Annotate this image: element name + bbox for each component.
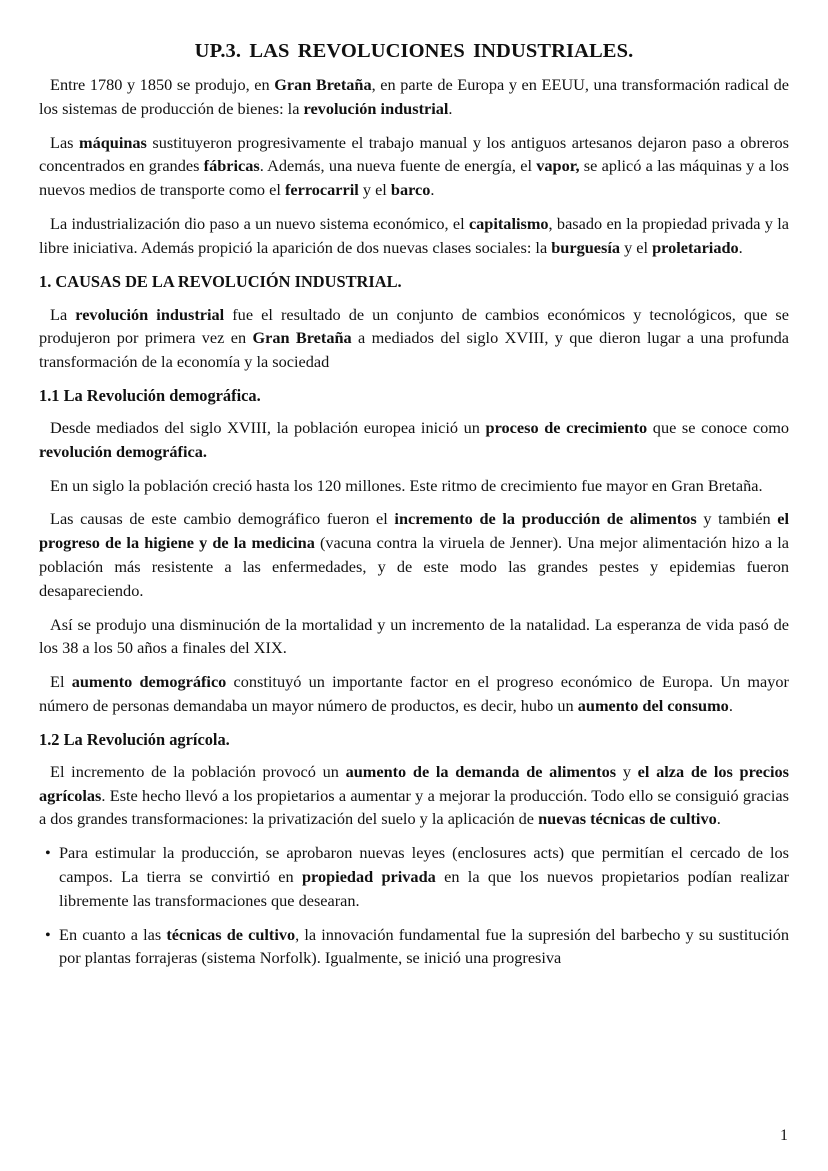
- bold-term: revolución industrial: [75, 304, 225, 324]
- subsection-paragraph: [39, 474, 789, 498]
- bold-term: proletariado: [652, 237, 739, 257]
- text-run: La industrialización dio paso a un nuevo sistema económico, el: [50, 213, 469, 233]
- intro-paragraph: [39, 73, 789, 121]
- subsection-paragraph: [39, 760, 789, 831]
- bold-term: aumento del consumo: [577, 695, 729, 715]
- bold-term: el alza de los precios agrícolas: [39, 761, 789, 805]
- document-page: [39, 40, 789, 980]
- subsection-heading: 1.2 La Revolución agrícola.: [39, 729, 230, 749]
- text-run: sustituyeron progresivamente el trabajo manual y los antiguos artesanos dejaron paso a obreros concentrados en grandes: [39, 132, 789, 176]
- text-run: La: [50, 304, 76, 324]
- text-run: . Además, una nueva fuente de energía, el: [259, 156, 537, 176]
- text-run: .: [430, 180, 435, 200]
- text-run: se aplicó a las máquinas y a los nuevos medios de transporte como el: [39, 156, 789, 200]
- text-run: , la innovación fundamental fue la supresión del barbecho y su sustitución por plantas forrajeras (sistema Norfolk). Igualmente, se inició una progresiva: [59, 924, 789, 968]
- text-run: Las causas de este cambio demográfico fueron el: [50, 509, 395, 529]
- bold-term: barco: [390, 180, 431, 200]
- text-run: Para estimular la producción, se aprobaron nuevas leyes (enclosures acts) que permitían el cercado de los campos. La tierra se convirtió en: [59, 843, 789, 886]
- text-run: fue el resultado de un conjunto de cambios económicos y tecnológicos, que se produjeron por primera vez en: [39, 304, 789, 348]
- intro-section: [39, 73, 789, 260]
- subsection-paragraph: [39, 507, 789, 602]
- text-run: .: [738, 237, 743, 257]
- section-heading: 1. CAUSAS DE LA REVOLUCIÓN INDUSTRIAL.: [39, 271, 402, 291]
- bold-term: fábricas: [203, 156, 260, 176]
- bold-term: revolución demográfica.: [39, 441, 207, 461]
- text-run: .: [716, 809, 721, 829]
- bold-term: propiedad privada: [301, 866, 436, 886]
- bold-term: Gran Bretaña: [252, 328, 352, 348]
- text-run: Desde mediados del siglo XVIII, la población europea inició un: [50, 417, 486, 437]
- bold-term: nuevas técnicas de cultivo: [538, 809, 717, 829]
- bold-term: Gran Bretaña: [274, 75, 372, 94]
- text-run: que se conoce como: [647, 417, 790, 437]
- text-run: constituyó un importante factor en el progreso económico de Europa. Un mayor número de personas demandaba un mayor número de productos, es decir, hubo un: [39, 672, 789, 715]
- bold-term: proceso de crecimiento: [485, 417, 648, 437]
- text-run: y el: [358, 180, 391, 200]
- intro-paragraph: [39, 131, 789, 202]
- text-run: .: [728, 695, 733, 715]
- text-run: El incremento de la población provocó un: [50, 761, 346, 781]
- bold-term: máquinas: [79, 132, 147, 152]
- bold-term: aumento de la demanda de alimentos: [345, 761, 617, 781]
- text-run: y también: [696, 509, 778, 529]
- subsection-heading: 1.1 La Revolución demográfica.: [39, 385, 261, 405]
- section-paragraph: [39, 303, 789, 374]
- bold-term: incremento de la producción de alimentos: [394, 509, 697, 529]
- text-run: (vacuna contra la viruela de Jenner). Una mejor alimentación hizo a la población más resistente a las enfermedades, y de este modo las grandes pestes y epidemias fueron desapareciendo.: [39, 533, 789, 600]
- text-run: , basado en la propiedad privada y la libre iniciativa. Además propició la aparición de dos nuevas clases sociales: la: [39, 213, 789, 257]
- text-run: . Este hecho llevó a los propietarios a aumentar y a mejorar la producción. Todo ello se consiguió gracias a dos grandes transformaciones: la privatización del suelo y la aplicación de: [39, 785, 789, 829]
- bold-term: aumento demográfico: [71, 672, 227, 692]
- intro-paragraph: [39, 212, 789, 260]
- text-run: El: [50, 672, 72, 692]
- text-run: Así se produjo una disminución de la mortalidad y un incremento de la natalidad. La esperanza de vida pasó de los 38 a los 50 años a finales del XIX.: [39, 614, 789, 658]
- bold-term: capitalismo: [468, 213, 549, 233]
- bold-term: técnicas de cultivo: [166, 924, 296, 944]
- bold-term: ferrocarril: [284, 180, 359, 200]
- subsection-paragraph: [39, 670, 789, 718]
- subsection-paragraph: [39, 613, 789, 661]
- document-title: UP.3. LAS REVOLUCIONES INDUSTRIALES.: [194, 40, 634, 62]
- text-run: a mediados del siglo XVIII, y que dieron lugar a una profunda transformación de la economía y la sociedad: [39, 328, 790, 372]
- bullet-list: [39, 841, 789, 970]
- text-run: En cuanto a las: [59, 924, 167, 944]
- text-run: y el: [620, 237, 653, 257]
- bold-term: vapor,: [536, 156, 580, 176]
- bullet-item: [39, 923, 789, 971]
- bullet-item: [39, 841, 789, 912]
- text-run: .: [448, 98, 453, 118]
- text-run: en la que los nuevos propietarios podían realizar libremente las transformaciones que desearan.: [59, 866, 790, 910]
- text-run: , en parte de Europa y en EEUU, una transformación radical de los sistemas de producción de bienes: la: [39, 75, 789, 118]
- text-run: y: [616, 761, 638, 781]
- subsection-paragraph: [39, 416, 789, 464]
- bold-term: revolución industrial: [303, 98, 449, 118]
- text-run: Entre 1780 y 1850 se produjo, en: [50, 75, 275, 94]
- bold-term: burguesía: [551, 237, 621, 257]
- text-run: Las: [50, 132, 80, 152]
- text-run: En un siglo la población creció hasta los 120 millones. Este ritmo de crecimiento fue mayor en Gran Bretaña.: [50, 475, 763, 495]
- page-number: 1: [780, 1127, 788, 1144]
- bold-term: el progreso de la higiene y de la medicina: [39, 509, 789, 553]
